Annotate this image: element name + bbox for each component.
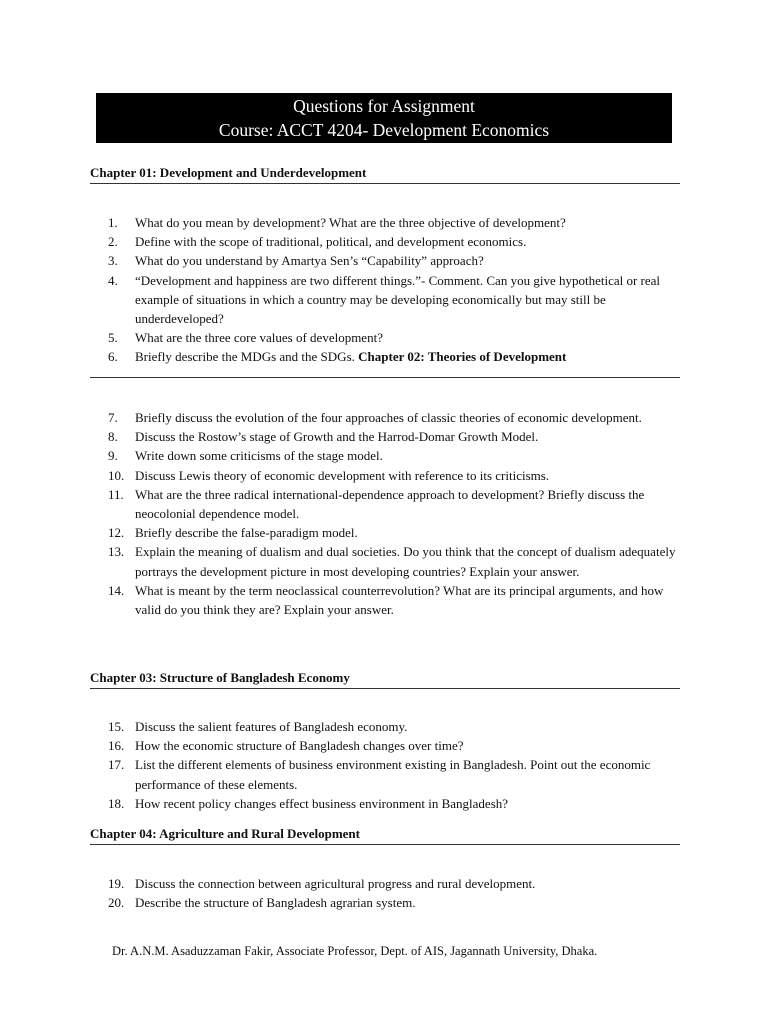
- chapter-04-title: Chapter 04: Agriculture and Rural Development: [90, 826, 360, 841]
- question-item: 19. Discuss the connection between agricultural progress and rural development.: [108, 876, 536, 891]
- chapter-02-title: Chapter 02: Theories of Development: [358, 349, 567, 365]
- chapter-04-divider: [90, 844, 680, 845]
- question-item: 14. What is meant by the term neoclassical counterrevolution? What are its principal arguments, and how valid do you think they are? Explain your answer.: [108, 582, 664, 618]
- question-item: 2. Define with the scope of traditional, political, and development economics.: [108, 234, 527, 250]
- chapter-03-question-list: [108, 717, 678, 813]
- question-item: 4. “Development and happiness are two different things.”- Comment. Can you give hypothetical or real example of situations in which a country may be developing economically but may still be underdeveloped?: [108, 272, 661, 327]
- chapter-03-divider: [90, 688, 680, 689]
- question-item: 5. What are the three core values of development?: [108, 330, 383, 346]
- question-item: 12. Briefly describe the false-paradigm model.: [108, 525, 358, 541]
- question-item: 15. Discuss the salient features of Bangladesh economy.: [108, 719, 408, 734]
- course-title: Course: ACCT 4204- Development Economics: [218, 120, 550, 140]
- question-item: 10. Discuss Lewis theory of economic development with reference to its criticisms.: [108, 467, 550, 483]
- author-footer: Dr. A.N.M. Asaduzzaman Fakir, Associate Professor, Dept. of AIS, Jagannath University, Dhaka.: [112, 944, 598, 958]
- question-item: 6. Briefly describe the MDGs and the SDGs. Chapter 02: Theories of Development: [108, 349, 567, 365]
- question-item: 8. Discuss the Rostow’s stage of Growth and the Harrod-Domar Growth Model.: [108, 429, 539, 445]
- question-item: 17. List the different elements of business environment existing in Bangladesh. Point out the economic performance of these elements.: [108, 757, 651, 792]
- question-item: 1. What do you mean by development? What are the three objective of development?: [108, 215, 566, 230]
- question-item: 9. Write down some criticisms of the stage model.: [108, 448, 383, 464]
- assignment-header: [96, 93, 672, 143]
- chapter-03-title: Chapter 03: Structure of Bangladesh Economy: [90, 670, 350, 685]
- chapter-01-divider: [90, 183, 680, 184]
- question-item: 20. Describe the structure of Bangladesh agrarian system.: [108, 895, 416, 911]
- chapter-01-question-list: [108, 213, 678, 367]
- chapter-02-question-list: [108, 408, 678, 619]
- header-title: Questions for Assignment: [293, 96, 475, 116]
- question-item: 3. What do you understand by Amartya Sen’s “Capability” approach?: [108, 253, 484, 269]
- question-item: 7. Briefly discuss the evolution of the four approaches of classic theories of economic development.: [108, 410, 642, 425]
- question-item: 11. What are the three radical international-dependence approach to development? Briefly discuss the neocolonial dependence model.: [108, 486, 645, 522]
- chapter-01-title: Chapter 01: Development and Underdevelopment: [90, 165, 367, 180]
- question-item: 13. Explain the meaning of dualism and dual societies. Do you think that the concept of dualism adequately portrays the development picture in most developing countries? Explain your answer.: [108, 544, 676, 579]
- question-item: 16. How the economic structure of Bangladesh changes over time?: [108, 738, 464, 754]
- chapter-04-question-list: [108, 874, 678, 912]
- question-item: 18. How recent policy changes effect business environment in Bangladesh?: [108, 795, 509, 811]
- chapter-02-divider: [90, 377, 680, 378]
